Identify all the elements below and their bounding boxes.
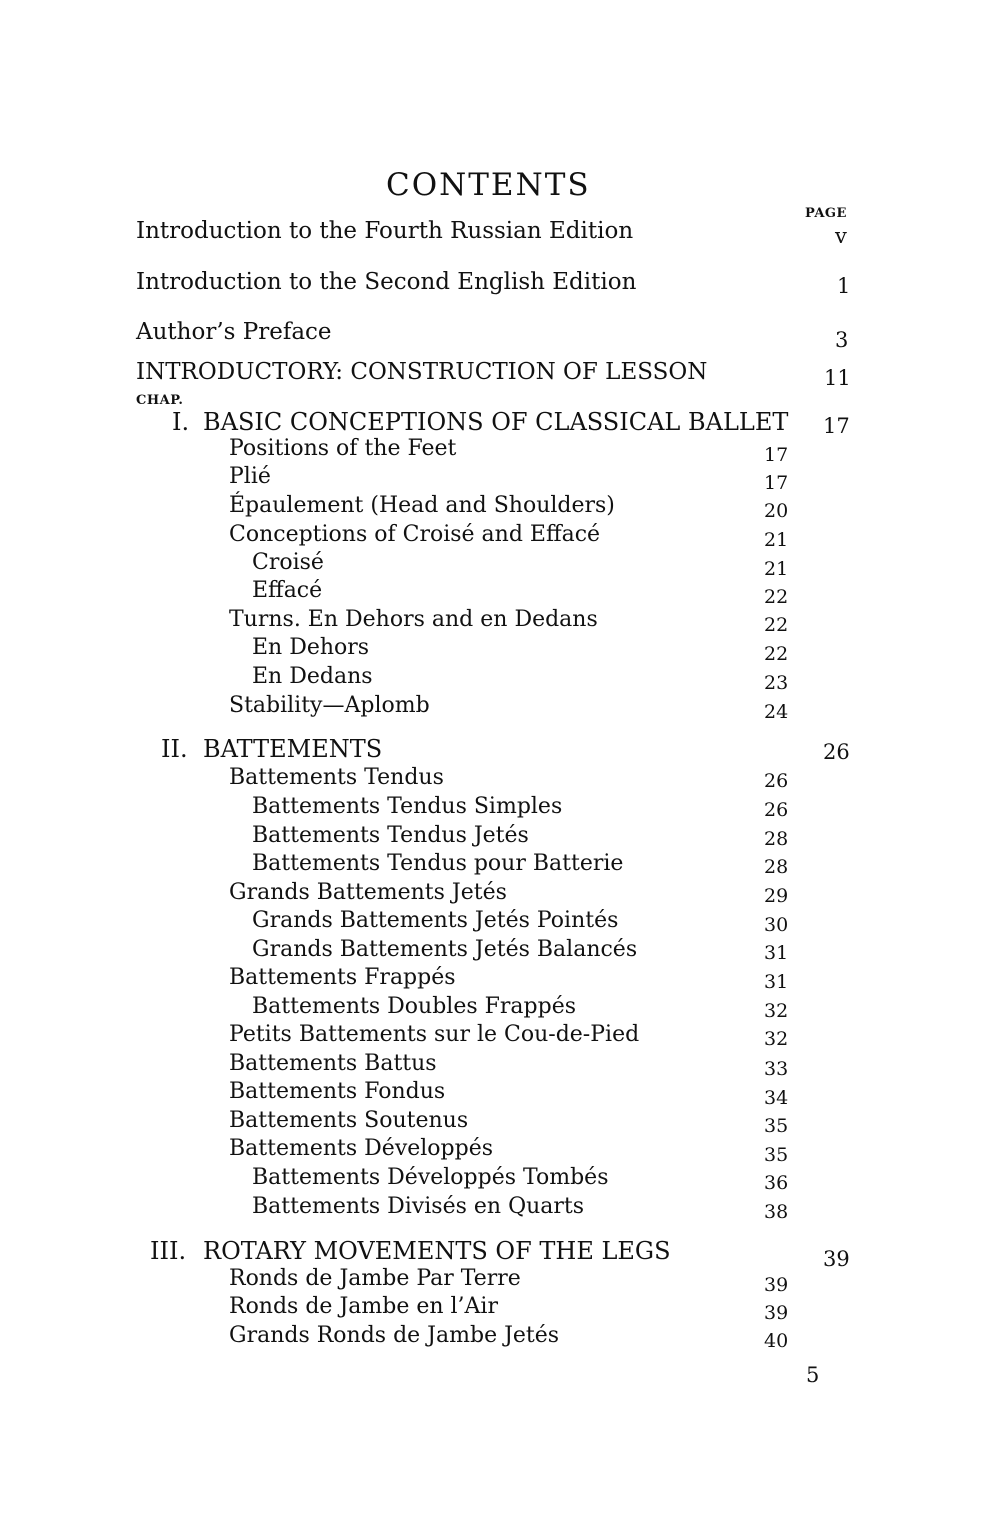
toc-entry[interactable]: Ronds de Jambe Par Terre bbox=[229, 1266, 521, 1291]
front-matter-page: 11 bbox=[824, 366, 851, 390]
front-matter-page: 1 bbox=[837, 274, 851, 298]
chapter-page: 17 bbox=[823, 414, 850, 438]
toc-entry-page: 32 bbox=[764, 1028, 789, 1050]
toc-subentry[interactable]: En Dedans bbox=[252, 664, 373, 689]
toc-entry-page: 24 bbox=[764, 701, 789, 723]
toc-subentry[interactable]: Battements Développés Tombés bbox=[252, 1165, 609, 1190]
toc-entry[interactable]: Plié bbox=[229, 464, 271, 489]
chapter-numeral: II. bbox=[161, 735, 188, 763]
front-matter-page: 3 bbox=[835, 328, 849, 352]
toc-subentry[interactable]: En Dehors bbox=[252, 635, 370, 660]
toc-entry[interactable]: Petits Battements sur le Cou-de-Pied bbox=[229, 1022, 640, 1047]
toc-entry-page: 17 bbox=[764, 472, 789, 494]
toc-subentry[interactable]: Battements Tendus Simples bbox=[252, 794, 563, 819]
front-matter-label[interactable]: INTRODUCTORY: CONSTRUCTION OF LESSON bbox=[136, 359, 708, 385]
page-number: 5 bbox=[806, 1363, 820, 1387]
toc-entry[interactable]: Grands Ronds de Jambe Jetés bbox=[229, 1323, 560, 1348]
front-matter-label[interactable]: Introduction to the Second English Edition bbox=[136, 269, 637, 295]
toc-entry-page: 22 bbox=[764, 586, 789, 608]
toc-entry-page: 33 bbox=[764, 1058, 789, 1080]
page-title: CONTENTS bbox=[386, 167, 591, 203]
toc-entry-page: 26 bbox=[764, 799, 789, 821]
toc-entry-page: 38 bbox=[764, 1201, 789, 1223]
toc-entry[interactable]: Ronds de Jambe en l’Air bbox=[229, 1294, 498, 1319]
chapter-title[interactable]: BATTEMENTS bbox=[203, 735, 383, 763]
toc-entry-page: 32 bbox=[764, 1000, 789, 1022]
toc-entry[interactable]: Battements Tendus bbox=[229, 765, 444, 790]
chapter-title[interactable]: ROTARY MOVEMENTS OF THE LEGS bbox=[203, 1237, 671, 1265]
toc-entry[interactable]: Turns. En Dehors and en Dedans bbox=[229, 607, 598, 632]
toc-entry-page: 40 bbox=[764, 1330, 789, 1352]
toc-entry-page: 21 bbox=[764, 529, 789, 551]
toc-subentry[interactable]: Battements Tendus pour Batterie bbox=[252, 851, 624, 876]
toc-entry-page: 23 bbox=[764, 672, 789, 694]
toc-subentry[interactable]: Croisé bbox=[252, 550, 324, 575]
toc-entry-page: 35 bbox=[764, 1115, 789, 1137]
page-column-label: PAGE bbox=[805, 206, 847, 221]
toc-entry-page: 36 bbox=[764, 1172, 789, 1194]
toc-entry[interactable]: Conceptions of Croisé and Effacé bbox=[229, 522, 601, 547]
chapter-numeral: III. bbox=[150, 1237, 187, 1265]
toc-entry[interactable]: Battements Frappés bbox=[229, 965, 456, 990]
toc-entry-page: 39 bbox=[764, 1302, 789, 1324]
toc-entry-page: 30 bbox=[764, 914, 789, 936]
front-matter-page: v bbox=[835, 224, 847, 248]
toc-entry-page: 20 bbox=[764, 500, 789, 522]
toc-entry-page: 34 bbox=[764, 1087, 789, 1109]
toc-entry[interactable]: Grands Battements Jetés bbox=[229, 880, 507, 905]
chapter-column-label: CHAP. bbox=[136, 393, 184, 408]
front-matter-label[interactable]: Author’s Preface bbox=[136, 319, 332, 345]
toc-subentry[interactable]: Effacé bbox=[252, 578, 323, 603]
toc-subentry[interactable]: Battements Tendus Jetés bbox=[252, 823, 529, 848]
toc-entry-page: 31 bbox=[764, 971, 789, 993]
toc-entry-page: 31 bbox=[764, 942, 789, 964]
chapter-page: 39 bbox=[823, 1247, 850, 1271]
toc-entry[interactable]: Battements Fondus bbox=[229, 1079, 446, 1104]
toc-entry-page: 28 bbox=[764, 856, 789, 878]
toc-entry[interactable]: Épaulement (Head and Shoulders) bbox=[229, 493, 615, 518]
toc-entry-page: 39 bbox=[764, 1274, 789, 1296]
toc-entry-page: 26 bbox=[764, 770, 789, 792]
toc-subentry[interactable]: Battements Divisés en Quarts bbox=[252, 1194, 585, 1219]
toc-subentry[interactable]: Grands Battements Jetés Pointés bbox=[252, 908, 619, 933]
chapter-page: 26 bbox=[823, 740, 850, 764]
front-matter-label[interactable]: Introduction to the Fourth Russian Edition bbox=[136, 218, 634, 244]
toc-entry[interactable]: Battements Développés bbox=[229, 1136, 494, 1161]
toc-entry-page: 22 bbox=[764, 614, 789, 636]
toc-subentry[interactable]: Battements Doubles Frappés bbox=[252, 994, 577, 1019]
toc-entry-page: 35 bbox=[764, 1144, 789, 1166]
toc-entry[interactable]: Battements Soutenus bbox=[229, 1108, 469, 1133]
toc-entry[interactable]: Positions of the Feet bbox=[229, 436, 457, 461]
chapter-title[interactable]: BASIC CONCEPTIONS OF CLASSICAL BALLET bbox=[203, 408, 789, 436]
chapter-numeral: I. bbox=[172, 408, 190, 436]
toc-entry[interactable]: Stability—Aplomb bbox=[229, 693, 430, 718]
toc-subentry[interactable]: Grands Battements Jetés Balancés bbox=[252, 937, 638, 962]
toc-entry[interactable]: Battements Battus bbox=[229, 1051, 437, 1076]
toc-entry-page: 22 bbox=[764, 643, 789, 665]
toc-entry-page: 17 bbox=[764, 444, 789, 466]
toc-entry-page: 29 bbox=[764, 885, 789, 907]
toc-entry-page: 21 bbox=[764, 558, 789, 580]
toc-entry-page: 28 bbox=[764, 828, 789, 850]
